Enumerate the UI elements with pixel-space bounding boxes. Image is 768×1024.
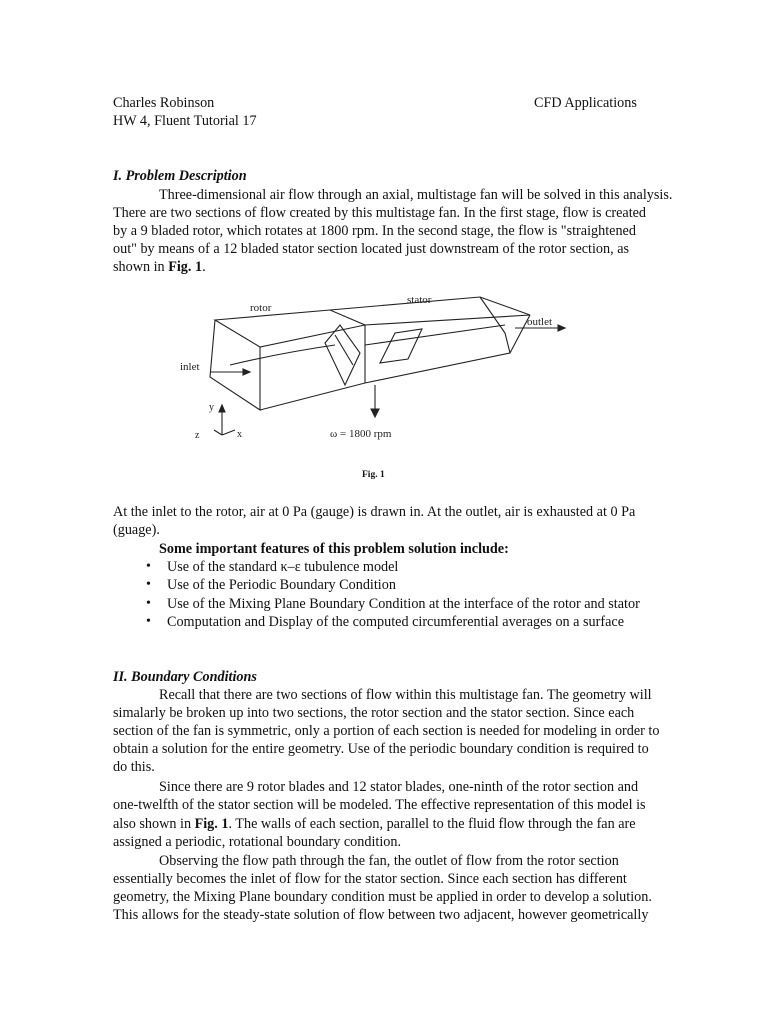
stator-side-face	[365, 315, 530, 383]
rotation-speed-label: ω = 1800 rpm	[330, 428, 392, 440]
paragraph-line: (guage).	[113, 522, 160, 538]
bullet-icon: •	[146, 559, 151, 574]
z-axis-label: z	[195, 430, 200, 441]
y-axis-label: y	[209, 402, 214, 413]
paragraph-line: out" by means of a 12 bladed stator section located just downstream of the rotor section, as	[113, 241, 630, 257]
rotation-arrowhead	[371, 409, 379, 417]
paragraph-line: Observing the flow path through the fan, the outlet of flow from the rotor section	[159, 853, 619, 869]
bullet-icon: •	[146, 577, 151, 592]
rotor-label: rotor	[250, 302, 272, 314]
outlet-label: outlet	[527, 316, 553, 328]
stator-blade	[380, 329, 422, 363]
paragraph-line: by a 9 bladed rotor, which rotates at 1800 rpm. In the second stage, the flow is "straightened	[113, 223, 636, 239]
paragraph-line: section of the fan is symmetric, only a portion of each section is needed for modeling in order to	[113, 723, 660, 739]
paragraph-line	[113, 815, 636, 833]
list-item: Use of the Periodic Boundary Condition	[167, 577, 396, 593]
x-axis	[222, 430, 235, 435]
figure-reference: Fig. 1	[194, 816, 229, 832]
bullet-icon: •	[146, 614, 151, 629]
paragraph-line: Recall that there are two sections of flow within this multistage fan. The geometry will	[159, 687, 652, 703]
paragraph-line: do this.	[113, 759, 155, 775]
inlet-label: inlet	[180, 361, 200, 373]
bullet-icon: •	[146, 596, 151, 611]
paragraph-line: This allows for the steady-state solution of flow between two adjacent, however geometrically	[113, 907, 649, 923]
author-name: Charles Robinson	[113, 95, 215, 111]
paragraph-line	[113, 258, 206, 276]
text-span: also shown in	[113, 816, 195, 832]
section-heading-problem-description: I. Problem Description	[113, 168, 247, 184]
paragraph-line: At the inlet to the rotor, air at 0 Pa (gauge) is drawn in. At the outlet, air is exhausted at 0 Pa	[113, 504, 636, 520]
paragraph-line: Since there are 9 rotor blades and 12 stator blades, one-ninth of the rotor section and	[159, 779, 639, 795]
features-intro: Some important features of this problem solution include:	[159, 541, 509, 557]
list-item: Use of the standard κ–ε tubulence model	[167, 559, 399, 575]
y-arrowhead	[219, 405, 225, 412]
paragraph-line: essentially becomes the inlet of flow for the stator section. Since each section has different	[113, 871, 627, 887]
z-axis	[214, 430, 222, 435]
course-name: CFD Applications	[534, 95, 637, 111]
paragraph-line: Three-dimensional air flow through an axial, multistage fan will be solved in this analysis.	[159, 187, 673, 203]
paragraph-line: assigned a periodic, rotational boundary condition.	[113, 834, 402, 850]
list-item: Computation and Display of the computed circumferential averages on a surface	[167, 614, 624, 630]
outlet-arrowhead	[558, 325, 565, 331]
text-span: . The walls of each section, parallel to the fluid flow through the fan are	[228, 816, 636, 832]
paragraph-line: obtain a solution for the entire geometry. Use of the periodic boundary condition is required to	[113, 741, 649, 757]
fan-geometry-figure	[170, 285, 590, 450]
paragraph-line: There are two sections of flow created by this multistage fan. In the first stage, flow is created	[113, 205, 647, 221]
stator-outlet-edge	[480, 297, 510, 353]
figure-caption: Fig. 1	[362, 470, 385, 480]
x-axis-label: x	[237, 429, 242, 440]
paragraph-line: simalarly be broken up into two sections, the rotor section and the stator section. Since each	[113, 705, 635, 721]
list-item: Use of the Mixing Plane Boundary Condition at the interface of the rotor and stator	[167, 596, 640, 612]
paragraph-line: geometry, the Mixing Plane boundary condition must be applied in order to develop a solution.	[113, 889, 652, 905]
paragraph-line: one-twelfth of the stator section will be modeled. The effective representation of this model is	[113, 797, 646, 813]
rotor-inlet-face	[210, 320, 260, 410]
text-span: .	[202, 259, 206, 275]
rotor-curve	[230, 345, 335, 365]
text-span: shown in	[113, 259, 169, 275]
section-heading-boundary-conditions: II. Boundary Conditions	[113, 669, 257, 685]
rotor-blade	[325, 325, 360, 385]
stator-midline	[365, 325, 505, 345]
stator-label: stator	[407, 294, 432, 306]
assignment-title: HW 4, Fluent Tutorial 17	[113, 113, 257, 129]
inlet-arrowhead	[243, 369, 250, 375]
figure-reference: Fig. 1	[168, 259, 203, 275]
